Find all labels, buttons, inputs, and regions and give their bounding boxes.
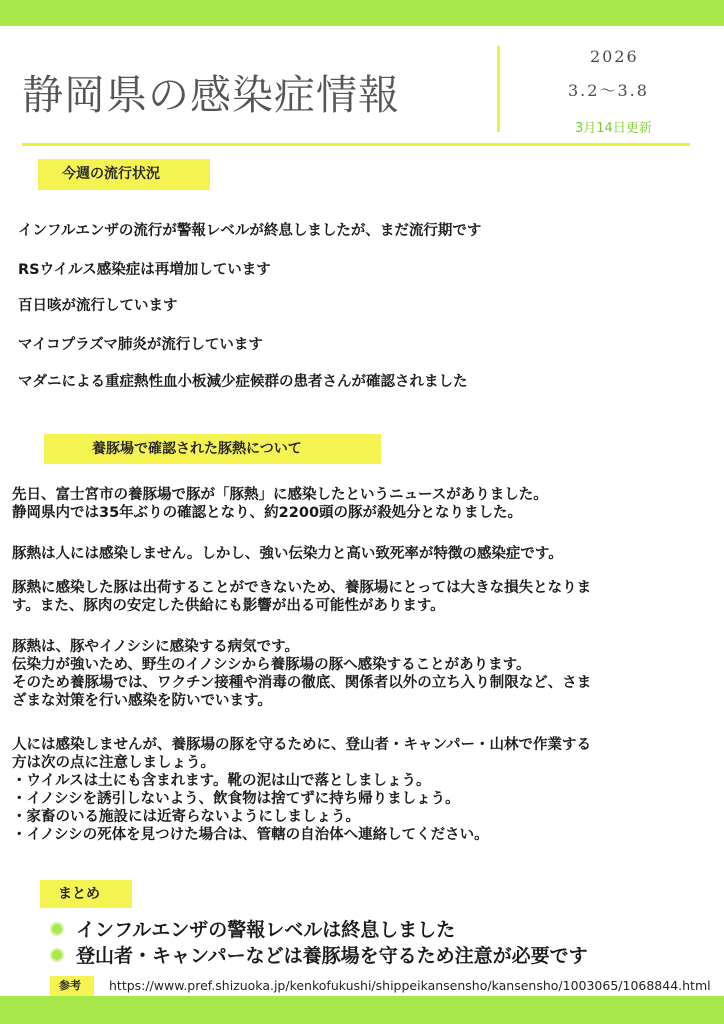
summary-text: インフルエンザの警報レベルは終息しました — [76, 919, 456, 941]
paragraph-line: す。また、豚肉の安定した供給にも影響が出る可能性があります。 — [12, 598, 445, 614]
bullet-dot-icon — [50, 948, 64, 962]
updated-date: 3月14日更新 — [575, 121, 652, 136]
reference-url[interactable]: https://www.pref.shizuoka.jp/kenkofukushi/shippeikansensho/kansensho/1003065/1068844.html — [109, 978, 711, 993]
article-paragraph — [12, 579, 712, 615]
paragraph-line: 方は次の点に注意しましょう。 — [12, 755, 215, 771]
paragraph-line: 先日、富士宮市の養豚場で豚が「豚熱」に感染したというニュースがありました。 — [12, 487, 548, 503]
report-year: 2026 — [590, 47, 639, 66]
summary-text: 登山者・キャンパーなどは養豚場を守るため注意が必要です — [76, 945, 588, 967]
article-paragraph — [12, 638, 712, 710]
paragraph-line: 豚熱は、豚やイノシシに感染する病気です。 — [12, 639, 300, 655]
section-label-summary: まとめ — [40, 880, 132, 908]
paragraph-line: 静岡県内では35年ぶりの確認となり、約2200頭の豚が殺処分となりました。 — [12, 505, 523, 521]
top-border — [0, 0, 724, 26]
paragraph-line: そのため養豚場では、ワクチン接種や消毒の徹底、関係者以外の立ち入り制限など、さま — [12, 675, 592, 691]
page-title: 静岡県の感染症情報 — [22, 71, 400, 119]
paragraph-line: ・家畜のいる施設には近寄らないようにしましょう。 — [12, 809, 360, 825]
status-item: 百日咳が流行しています — [18, 298, 178, 314]
status-item: RSウイルス感染症は再増加しています — [18, 262, 271, 278]
status-item: インフルエンザの流行が警報レベルが終息しましたが、まだ流行期です — [18, 223, 482, 239]
article-paragraph — [12, 736, 712, 844]
paragraph-line: ・ウイルスは土にも含まれます。靴の泥は山で落としましょう。 — [12, 773, 431, 789]
paragraph-line: 人には感染しませんが、養豚場の豚を守るために、登山者・キャンパー・山林で作業する — [12, 737, 591, 753]
paragraph-line: ざまな対策を行い感染を防いでいます。 — [12, 693, 272, 709]
status-item: マダニによる重症熱性血小板減少症候群の患者さんが確認されました — [18, 374, 468, 390]
reference-label: 参考 — [50, 976, 94, 996]
paragraph-line: ・イノシシの死体を見つけた場合は、管轄の自治体へ連絡してください。 — [12, 827, 489, 843]
bottom-border — [0, 996, 724, 1024]
paragraph-line: 豚熱に感染した豚は出荷することができないため、養豚場にとっては大きな損失となりま — [12, 580, 592, 596]
summary-item — [50, 915, 455, 942]
article-paragraph — [12, 486, 712, 522]
status-item: マイコプラズマ肺炎が流行しています — [18, 337, 263, 353]
article-paragraph — [12, 545, 712, 563]
report-period: 3.2～3.8 — [568, 81, 649, 100]
bullet-dot-icon — [50, 922, 64, 936]
section-label-status: 今週の流行状況 — [38, 159, 210, 190]
summary-item — [50, 941, 588, 968]
section-label-swine-fever: 養豚場で確認された豚熱について — [44, 434, 381, 464]
paragraph-line: ・イノシシを誘引しないよう、飲食物は捨てずに持ち帰りましょう。 — [12, 791, 460, 807]
paragraph-line: 豚熱は人には感染しません。しかし、強い伝染力と高い致死率が特徴の感染症です。 — [12, 546, 563, 562]
paragraph-line: 伝染力が強いため、野生のイノシシから養豚場の豚へ感染することがあります。 — [12, 657, 531, 673]
header-divider-horizontal — [22, 143, 690, 146]
header-divider-vertical — [497, 46, 500, 132]
